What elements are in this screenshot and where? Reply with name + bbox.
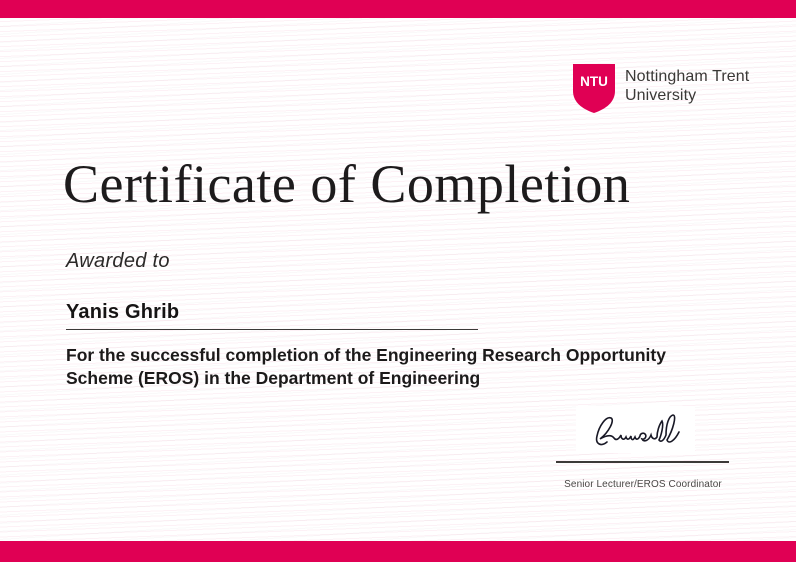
signature-script-icon (583, 410, 688, 450)
awarded-to-label: Awarded to (66, 250, 170, 272)
completion-statement: For the successful completion of the Engineering Research Opportunity Scheme (EROS) in the Department of Engineering (66, 345, 666, 388)
ntu-shield-label: NTU (580, 74, 608, 89)
recipient-name-line (66, 301, 478, 330)
top-accent-bar (0, 0, 796, 18)
signature-line (556, 461, 729, 463)
ntu-logo (573, 64, 749, 113)
institution-name (625, 67, 749, 105)
recipient-name: Yanis Ghrib (66, 301, 180, 323)
signature-image (576, 406, 695, 453)
institution-name-line2: University (625, 87, 697, 104)
certificate-title: Certificate of Completion (63, 154, 631, 214)
ntu-shield-icon (573, 64, 615, 113)
institution-name-line1: Nottingham Trent (625, 68, 750, 85)
signatory-role-label: Senior Lecturer/EROS Coordinator (564, 479, 722, 490)
bottom-accent-bar (0, 541, 796, 562)
